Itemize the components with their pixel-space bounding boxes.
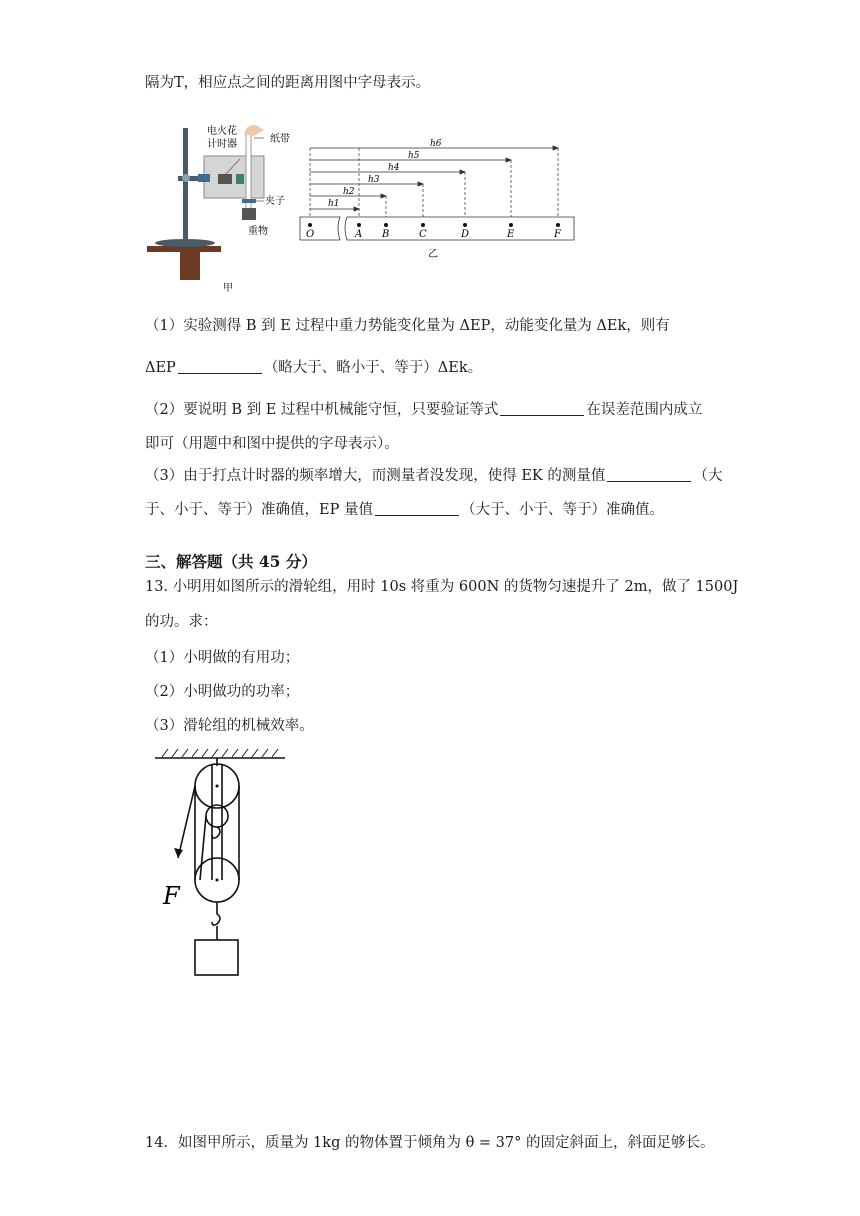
q13-sub2: （2）小明做功的功率； — [145, 684, 300, 700]
clip — [242, 199, 256, 203]
intro-text: 隔为T，相应点之间的距离用图中字母表示。 — [145, 75, 431, 91]
q13-line1: 13. 小明用如图所示的滑轮组，用时 10s 将重为 600N 的货物匀速提升了 2m，做了 1500J — [145, 579, 739, 595]
table-leg — [180, 252, 200, 280]
q13-line2: 的功。求： — [145, 614, 218, 630]
point-B: B — [382, 229, 390, 240]
q12-part3-text: （3）由于打点计时器的频率增大，而测量者没发现，使得 EK 的测量值 — [145, 468, 606, 484]
q12-part1-options: （略大于、略小于、等于）ΔEk。 — [263, 360, 483, 376]
point-O: O — [306, 229, 315, 240]
spark-timer — [204, 156, 264, 198]
q12-part2-line1 — [145, 400, 702, 420]
stand-rod — [183, 128, 188, 244]
q12-part1-line2 — [145, 358, 482, 378]
answer-blank-2[interactable] — [500, 401, 584, 416]
force-arrow — [174, 848, 183, 858]
label-h6: h6 — [430, 139, 442, 149]
experiment-figure — [140, 104, 590, 296]
delta-ep: ΔEP — [145, 360, 176, 376]
label-h5: h5 — [408, 151, 420, 161]
q12-part2-line2: 即可（用题中和图中提供的字母表示）。 — [145, 436, 399, 452]
weight — [242, 208, 256, 220]
label-yi: 乙 — [428, 249, 438, 260]
cargo-box — [195, 940, 238, 975]
label-h4: h4 — [388, 163, 400, 173]
q12-part3-text2: 于、小于、等于）准确值，EP 量值 — [145, 502, 373, 518]
q12-part3-tail: （大 — [693, 468, 723, 484]
q12-part1-line1: （1）实验测得 B 到 E 过程中重力势能变化量为 ΔEP，动能变化量为 ΔEk，则有 — [145, 318, 670, 334]
label-tape: 纸带 — [270, 134, 290, 145]
label-timer-2: 计时器 — [207, 139, 237, 150]
label-h3: h3 — [368, 175, 380, 185]
q14-line1: 14．如图甲所示，质量为 1kg 的物体置于倾角为 θ = 37° 的固定斜面上，斜面足够长。 — [145, 1135, 715, 1151]
point-D: D — [461, 229, 470, 240]
point-A: A — [355, 229, 363, 240]
q12-part3-line1 — [145, 466, 722, 486]
point-F: F — [554, 229, 561, 240]
pulley-figure — [150, 748, 290, 980]
q13-sub3: （3）滑轮组的机械效率。 — [145, 718, 314, 734]
q12-part2-text: （2）要说明 B 到 E 过程中机械能守恒，只要验证等式 — [145, 402, 499, 418]
q12-part2-tail: 在误差范围内成立 — [586, 402, 703, 418]
q12-part3-line2 — [145, 500, 664, 520]
point-E: E — [507, 229, 515, 240]
label-h2: h2 — [343, 187, 355, 197]
answer-blank-1[interactable] — [178, 359, 262, 374]
label-jia: 甲 — [223, 283, 233, 294]
answer-blank-3[interactable] — [607, 467, 691, 482]
label-weight: 重物 — [248, 226, 268, 237]
q12-part3-tail2: （大于、小于、等于）准确值。 — [460, 502, 664, 518]
force-label: F — [163, 882, 180, 910]
label-clip: 夹子 — [265, 196, 285, 207]
hand — [244, 125, 264, 136]
q13-sub1: （1）小明做的有用功； — [145, 650, 300, 666]
answer-blank-4[interactable] — [375, 501, 459, 516]
point-C: C — [419, 229, 427, 240]
label-timer-1: 电火花 — [207, 126, 237, 137]
section-title: 三、解答题（共 45 分） — [145, 552, 317, 571]
label-h1: h1 — [328, 199, 340, 209]
paper-tape — [246, 134, 251, 209]
